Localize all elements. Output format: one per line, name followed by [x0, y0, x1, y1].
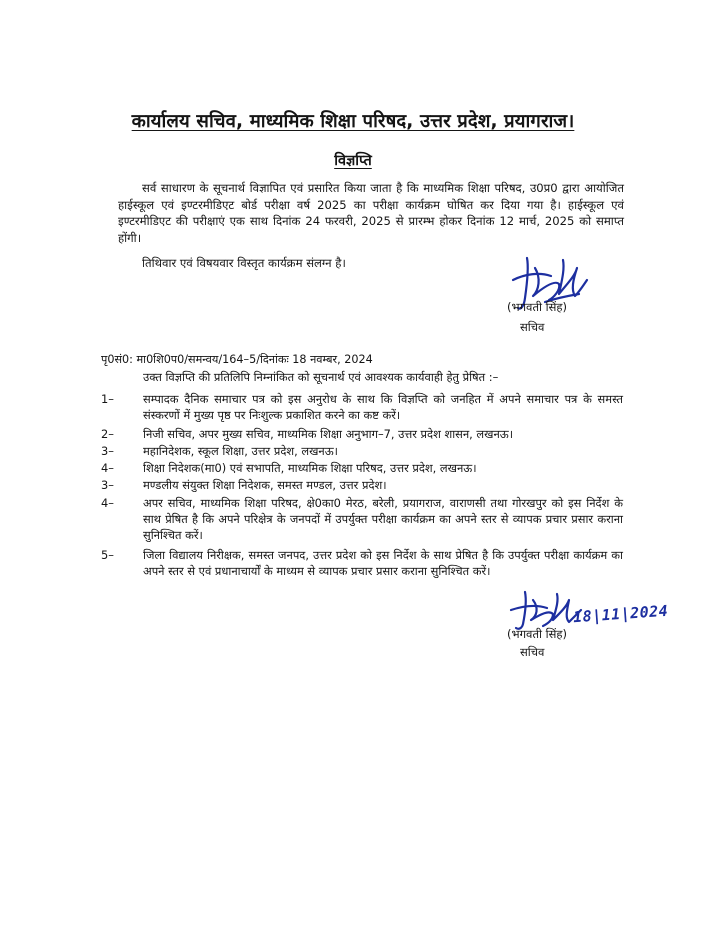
- list-item: [101, 547, 625, 581]
- list-item-text: जिला विद्यालय निरीक्षक, समस्त जनपद, उत्तर प्रदेश को इस निर्देश के साथ प्रेषित है कि उपर्युक्त परीक्षा कार्यक्रम का अपने स्तर से एवं प्रधानाचार्यों के माध्यम से व्यापक प्रचार प्रसार कराना सुनिश्चित करें।: [143, 548, 623, 578]
- office-title: कार्यालय सचिव, माध्यमिक शिक्षा परिषद, उत्तर प्रदेश, प्रयागराज।: [131, 111, 575, 132]
- list-item-text: शिक्षा निदेशक(मा0) एवं सभापति, माध्यमिक शिक्षा परिषद, उत्तर प्रदेश, लखनऊ।: [143, 461, 477, 475]
- list-item-number: 5–: [101, 548, 114, 562]
- list-item-number: 1–: [101, 392, 114, 406]
- notification-paragraph-1: सर्व साधारण के सूचनार्थ विज्ञापित एवं प्रसारित किया जाता है कि माध्यमिक शिक्षा परिषद, उ0प्र0 द्वारा आयोजित हाईस्कूल एवं इण्टरमीडिएट बोर्ड परीक्षा वर्ष 2025 का परीक्षा कार्यक्रम घोषित कर दिया गया है। हाईस्कूल एवं इण्टरमीडिएट की परीक्षाएं एक साथ दिनांक 24 फरवरी, 2025 से प्रारम्भ होकर दिनांक 12 मार्च, 2025 को समाप्त होंगी।: [118, 181, 624, 245]
- signatory-name-2: (भगवती सिंह): [507, 627, 567, 641]
- forward-intro: उक्त विज्ञप्ति की प्रतिलिपि निम्नांकित को सूचनार्थ एवं आवश्यक कार्यवाही हेतु प्रेषित :–: [143, 370, 499, 384]
- list-item: [101, 426, 625, 443]
- list-item-number: 2–: [101, 427, 114, 441]
- notification-paragraph-2: तिथिवार एवं विषयवार विस्तृत कार्यक्रम संलग्न है।: [142, 256, 346, 270]
- list-item-number: 3–: [101, 478, 114, 492]
- signatory-name-1: (भगवती सिंह): [507, 300, 567, 314]
- list-item: [101, 391, 625, 425]
- list-item: [101, 495, 625, 545]
- list-item-number: 3–: [101, 444, 114, 458]
- list-item: [101, 477, 625, 494]
- list-item-number: 4–: [101, 496, 114, 510]
- signatory-designation-1: सचिव: [520, 320, 545, 334]
- list-item-text: महानिदेशक, स्कूल शिक्षा, उत्तर प्रदेश, लखनऊ।: [143, 444, 338, 458]
- list-item-text: निजी सचिव, अपर मुख्य सचिव, माध्यमिक शिक्षा अनुभाग–7, उत्तर प्रदेश शासन, लखनऊ।: [143, 427, 514, 441]
- list-item-text: अपर सचिव, माध्यमिक शिक्षा परिषद, क्षे0का0 मेरठ, बरेली, प्रयागराज, वाराणसी तथा गोरखपुर को इस निर्देश के साथ प्रेषित है कि अपने परिक्षेत्र के जनपदों में उपर्युक्त परीक्षा कार्यक्रम का अपने स्तर से व्यापक प्रचार प्रसार कराना सुनिश्चित करें।: [143, 496, 623, 542]
- list-item-number: 4–: [101, 461, 114, 475]
- signatory-designation-2: सचिव: [520, 645, 545, 659]
- list-item: [101, 460, 625, 477]
- list-item-text: मण्डलीय संयुक्त शिक्षा निदेशक, समस्त मण्डल, उत्तर प्रदेश।: [143, 478, 387, 492]
- reference-number: पृ0सं0: मा0शि0प0/समन्वय/164–5/दिनांकः 18 नवम्बर, 2024: [101, 353, 373, 366]
- notification-heading: विज्ञप्ति: [334, 153, 372, 169]
- list-item-text: सम्पादक दैनिक समाचार पत्र को इस अनुरोध के साथ कि विज्ञप्ति को जनहित में अपने समाचार पत्र के समस्त संस्करणों में मुख्य पृष्ठ पर निःशुल्क प्रकाशित करने का कष्ट करें।: [143, 392, 623, 422]
- handwritten-date: 18|11|2024: [572, 601, 669, 627]
- list-item: [101, 443, 625, 460]
